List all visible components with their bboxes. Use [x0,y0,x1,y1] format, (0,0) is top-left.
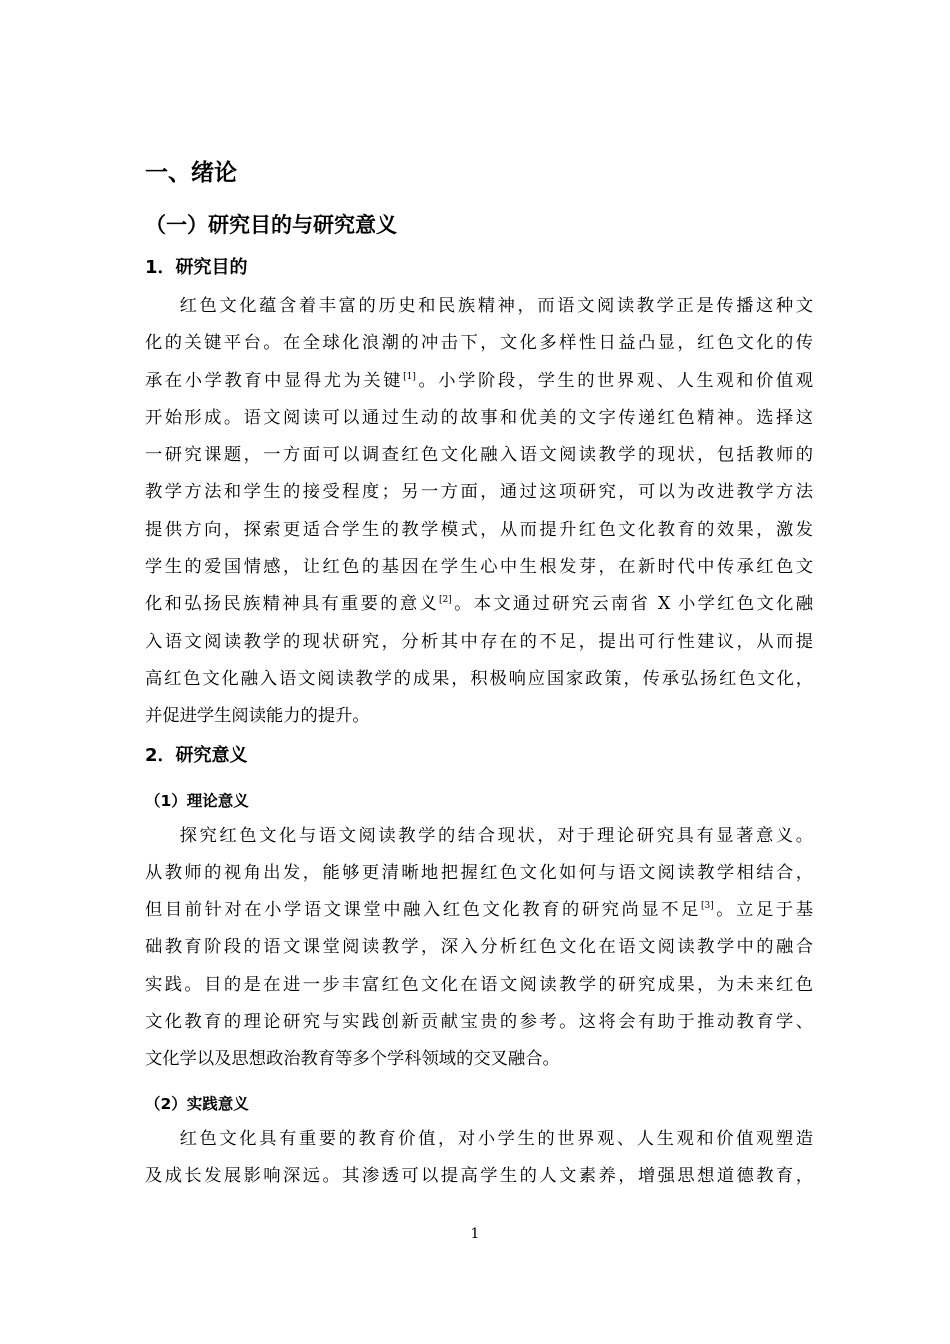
text-line: 化的关键平台。在全球化浪潮的冲击下，文化多样性日益凸显，红色文化的传 [145,333,813,354]
text-line: 但目前针对在小学语文课堂中融入红色文化教育的研究尚显不足[3]。立足于基 [145,900,813,921]
text-line: 并促进学生阅读能力的提升。 [145,706,370,727]
page-content [145,150,813,1195]
subsection-heading-significance: 2．研究意义 [145,744,248,766]
section-heading: （一）研究目的与研究意义 [145,213,397,237]
text-line: 提供方向，探索更适合学生的教学模式，从而提升红色文化教育的效果，激发 [145,519,813,540]
subsection-heading-purpose: 1．研究目的 [145,257,248,278]
text-line: 教学方法和学生的接受程度；另一方面，通过这项研究，可以为改进教学方法 [145,482,813,503]
text-line: 实践。目的是在进一步丰富红色文化在语文阅读教学的研究成果，为未来红色 [145,974,813,995]
text-line: 及成长发展影响深远。其渗透可以提高学生的人文素养，增强思想道德教育， [145,1165,813,1186]
text-line: 学生的爱国情感，让红色的基因在学生心中生根发芽，在新时代中传承红色文 [145,557,813,578]
text-line: 探究红色文化与语文阅读教学的结合现状，对于理论研究具有显著意义。 [179,825,813,846]
text-line: 一研究课题，一方面可以调查红色文化融入语文阅读教学的现状，包括教师的 [145,445,813,466]
text-line: 红色文化蕴含着丰富的历史和民族精神，而语文阅读教学正是传播这种文 [179,296,813,316]
citation-ref[interactable]: [3] [700,901,714,912]
paragraph-practical-significance [145,1121,813,1196]
text-line: 从教师的视角出发，能够更清晰地把握红色文化如何与语文阅读教学相结合， [145,862,813,883]
text-line: 础教育阶段的语文课堂阅读教学，深入分析红色文化在语文阅读教学中的融合 [145,937,813,958]
text-line: 文化教育的理论研究与实践创新贡献宝贵的参考。这将会有助于推动教育学、 [145,1012,813,1033]
text-line: 开始形成。语文阅读可以通过生动的故事和优美的文字传递红色精神。选择这 [145,407,813,428]
text-line: 承在小学教育中显得尤为关键[1]。小学阶段，学生的世界观、人生观和价值观 [145,370,813,391]
sub-heading-theoretical: （1）理论意义 [145,791,249,810]
citation-ref[interactable]: [1] [403,371,416,382]
sub-heading-practical: （2）实践意义 [145,1094,249,1113]
text-line: 高红色文化融入语文阅读教学的成果，积极响应国家政策，传承弘扬红色文化， [145,668,813,689]
text-line: 入语文阅读教学的现状研究，分析其中存在的不足，提出可行性建议，从而提 [145,631,813,652]
text-line: 文化学以及思想政治教育等多个学科领域的交叉融合。 [145,1049,560,1070]
text-line: 化和弘扬民族精神具有重要的意义[2]。本文通过研究云南省 X 小学红色文化融 [145,594,813,615]
paragraph-research-purpose [145,288,813,736]
page-number: 1 [470,1226,480,1242]
paragraph-theoretical-significance [145,818,813,1079]
text-line: 红色文化具有重要的教育价值，对小学生的世界观、人生观和价值观塑造 [179,1128,813,1149]
chapter-heading: 一、绪论 [145,160,237,186]
citation-ref[interactable]: [2] [439,595,452,606]
